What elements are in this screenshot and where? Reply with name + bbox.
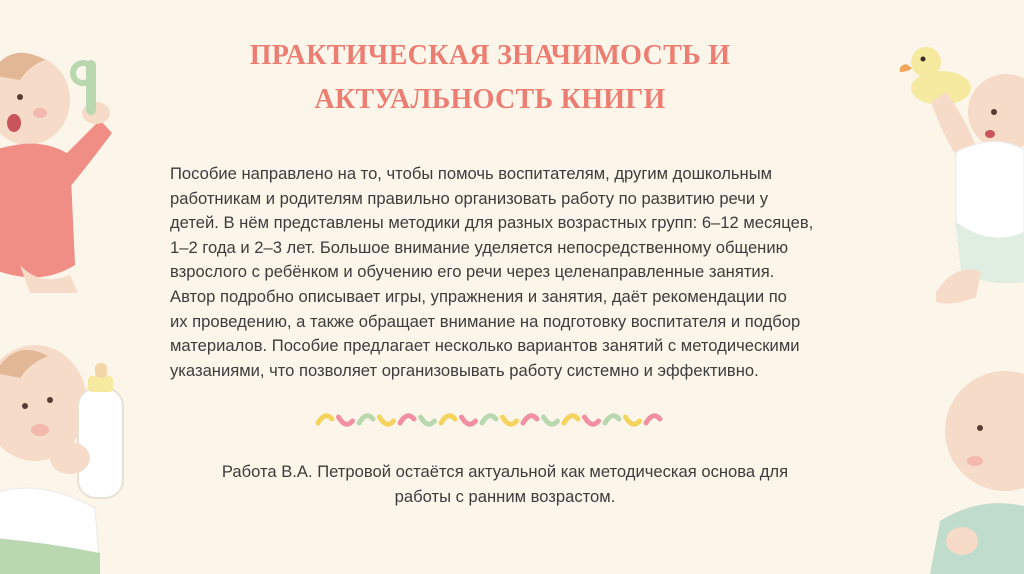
wave-segment xyxy=(503,417,517,424)
wave-segment xyxy=(646,416,660,423)
body-line: Пособие направлено на то, чтобы помочь воспитателям, другим дошкольным xyxy=(170,164,773,183)
body-line: работникам и родителям правильно организовать работу по развитию речи у xyxy=(170,188,769,208)
wave-segment xyxy=(380,417,394,424)
body-line: их проведению, а также обращает внимание на подготовку воспитателя и подбор xyxy=(170,311,801,331)
body-line: 1–2 года и 2–3 лет. Большое внимание уделяется непосредственному общению xyxy=(170,237,789,257)
body-line: Автор подробно описывает игры, упражнения и занятия, даёт рекомендации по xyxy=(170,286,787,306)
wave-segment xyxy=(605,416,619,423)
wave-segment xyxy=(318,416,332,423)
slide-title-line-1: ПРАКТИЧЕСКАЯ ЗНАЧИМОСТЬ И xyxy=(249,40,731,71)
footer-line-1: Работа В.А. Петровой остаётся актуальной как методическая основа для xyxy=(221,462,789,481)
footer-line-2: работы с ранним возрастом. xyxy=(394,486,616,506)
wave-segment xyxy=(626,417,640,424)
slide-title-line-2: АКТУАЛЬНОСТЬ КНИГИ xyxy=(314,84,666,115)
wave-segment xyxy=(339,417,353,424)
wave-segment xyxy=(482,416,496,423)
body-paragraph xyxy=(170,162,870,383)
wave-segment xyxy=(585,417,599,424)
body-line: взрослого с ребёнком и обучению его речи через целенаправленные занятия. xyxy=(170,262,775,282)
baby-bottom-right-illustration xyxy=(920,356,1024,574)
footer-note xyxy=(170,460,840,509)
wave-segment xyxy=(462,417,476,424)
wave-segment xyxy=(441,416,455,423)
wave-segment xyxy=(400,416,414,423)
body-line: материалов. Пособие предлагает несколько вариантов занятий с методическими xyxy=(170,336,800,356)
wave-segment xyxy=(523,416,537,423)
wave-segment xyxy=(544,417,558,424)
baby-with-bottle-illustration xyxy=(0,318,135,574)
wave-segment xyxy=(564,416,578,423)
baby-reaching-illustration xyxy=(916,72,1024,322)
body-line: детей. В нём представлены методики для разных возрастных групп: 6–12 месяцев, xyxy=(170,213,814,233)
wavy-divider xyxy=(312,405,672,435)
baby-with-rattle-illustration xyxy=(0,25,130,295)
wave-segment xyxy=(359,416,373,423)
wave-segment xyxy=(421,417,435,424)
slide-title xyxy=(180,34,800,122)
body-line: указаниями, что позволяет организовывать работу системно и эффективно. xyxy=(170,360,759,380)
